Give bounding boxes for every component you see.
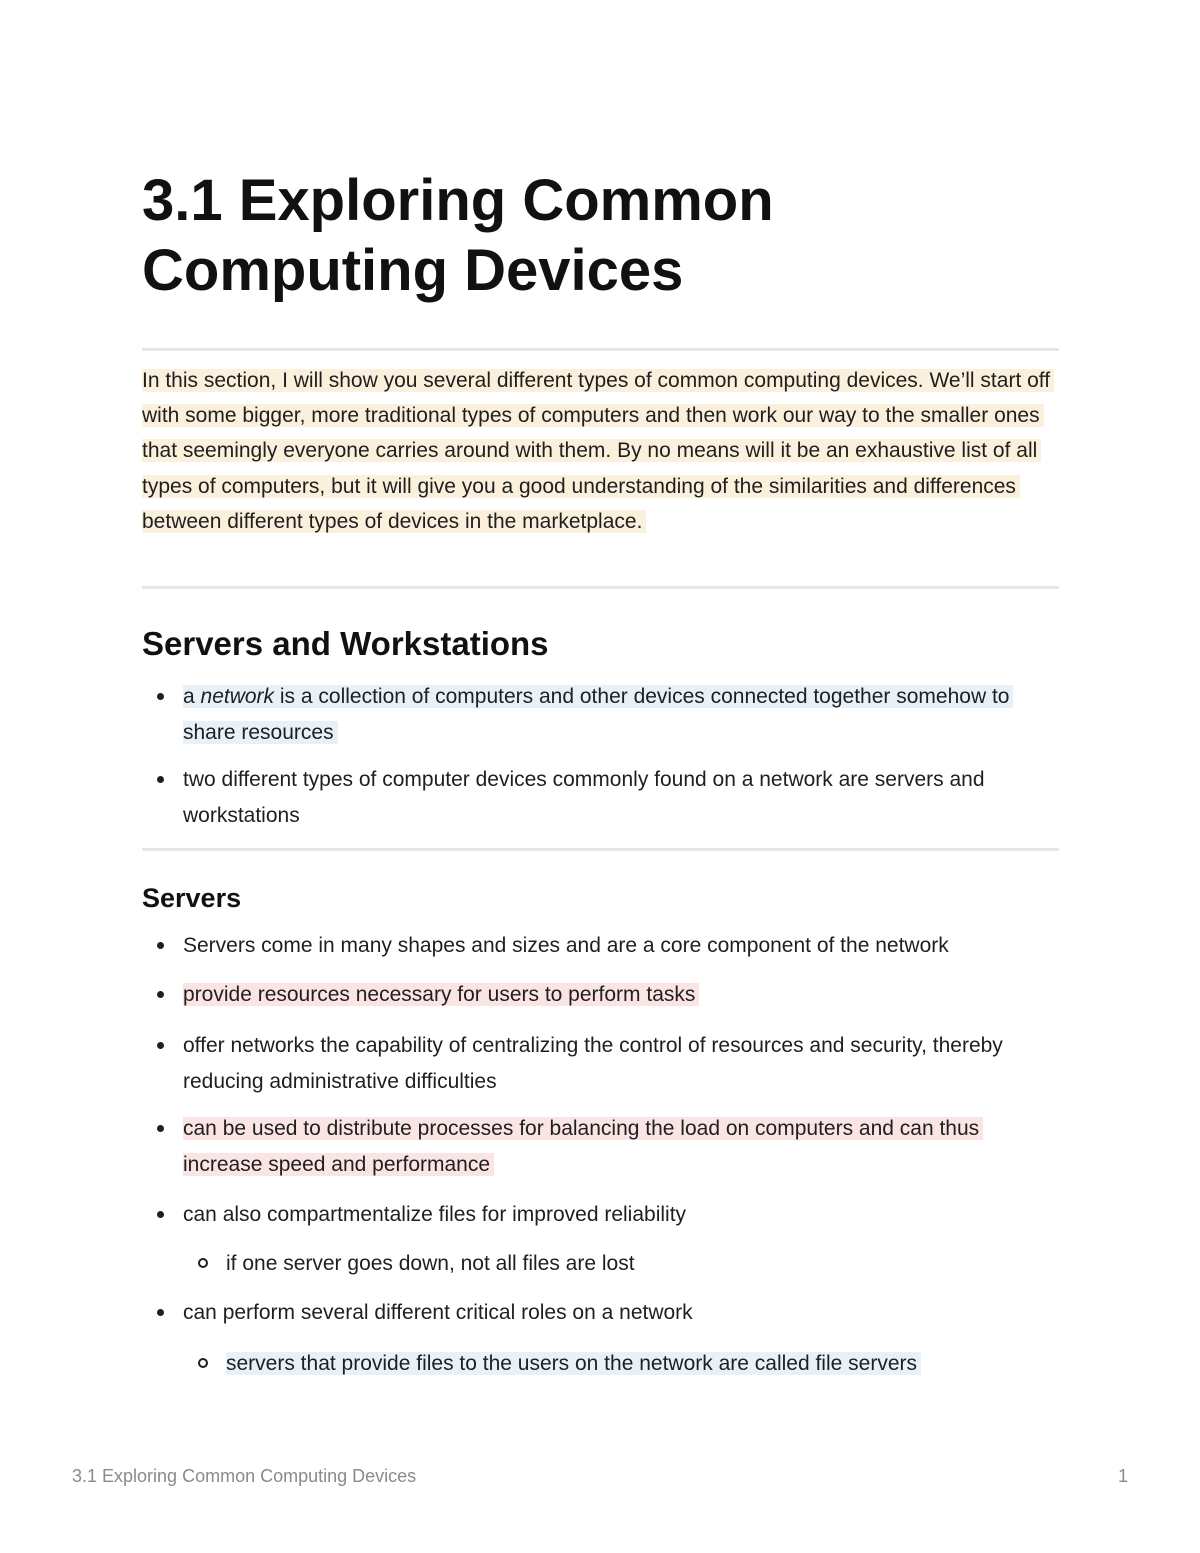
list-item-prefix: a [183, 685, 201, 708]
list-item-text [183, 679, 1053, 750]
list-item-highlight: provide resources necessary for users to perform tasks [183, 983, 699, 1006]
intro-paragraph [142, 363, 1062, 539]
bullet-icon [157, 693, 164, 700]
divider [142, 848, 1059, 851]
bullet-icon [157, 1309, 164, 1316]
bullet-icon [157, 1042, 164, 1049]
list-item-text [183, 977, 1053, 1013]
section-heading-servers: Servers [142, 883, 242, 913]
divider [142, 586, 1059, 589]
list-item-text: offer networks the capability of centralizing the control of resources and security, thereby reducing administrative difficulties [183, 1034, 1003, 1093]
term-network: network [200, 685, 275, 708]
list-item-text [226, 1346, 1056, 1382]
bullet-icon [157, 776, 164, 783]
list-item-text: can also compartmentalize files for improved reliability [183, 1203, 687, 1226]
list-item-highlight: can be used to distribute processes for balancing the load on computers and can thus increase speed and performance [183, 1117, 983, 1176]
hollow-bullet-icon [198, 1258, 208, 1268]
bullet-icon [157, 942, 164, 949]
bullet-icon [157, 1125, 164, 1132]
intro-text: In this section, I will show you several different types of common computing devices. We’ll start off with some bigger, more traditional types of computers and then work our way to the smaller ones that seemingly everyone carries around with them. By no means will it be an exhaustive list of all types of computers, but it will give you a good understanding of the similarities and differences between different types of devices in the marketplace. [142, 369, 1054, 533]
bullet-icon [157, 991, 164, 998]
hollow-bullet-icon [198, 1358, 208, 1368]
divider [142, 348, 1059, 351]
page-title: 3.1 Exploring Common Computing Devices [142, 168, 774, 303]
list-item-suffix: is a collection of computers and other devices connected together somehow to share resources [183, 685, 1010, 744]
section-heading-servers-workstations: Servers and Workstations [142, 625, 549, 662]
list-item-text: Servers come in many shapes and sizes and are a core component of the network [183, 934, 949, 957]
list-item-highlight [183, 685, 1013, 744]
footer-title: 3.1 Exploring Common Computing Devices [72, 1466, 417, 1486]
page-number: 1 [1117, 1466, 1128, 1486]
list-item-text [183, 1111, 1053, 1182]
list-item-text: two different types of computer devices commonly found on a network are servers and workstations [183, 768, 985, 827]
bullet-icon [157, 1211, 164, 1218]
list-item-text: can perform several different critical roles on a network [183, 1301, 693, 1324]
list-item-highlight: servers that provide files to the users on the network are called file servers [226, 1352, 921, 1375]
list-item-text: if one server goes down, not all files are lost [226, 1252, 635, 1275]
